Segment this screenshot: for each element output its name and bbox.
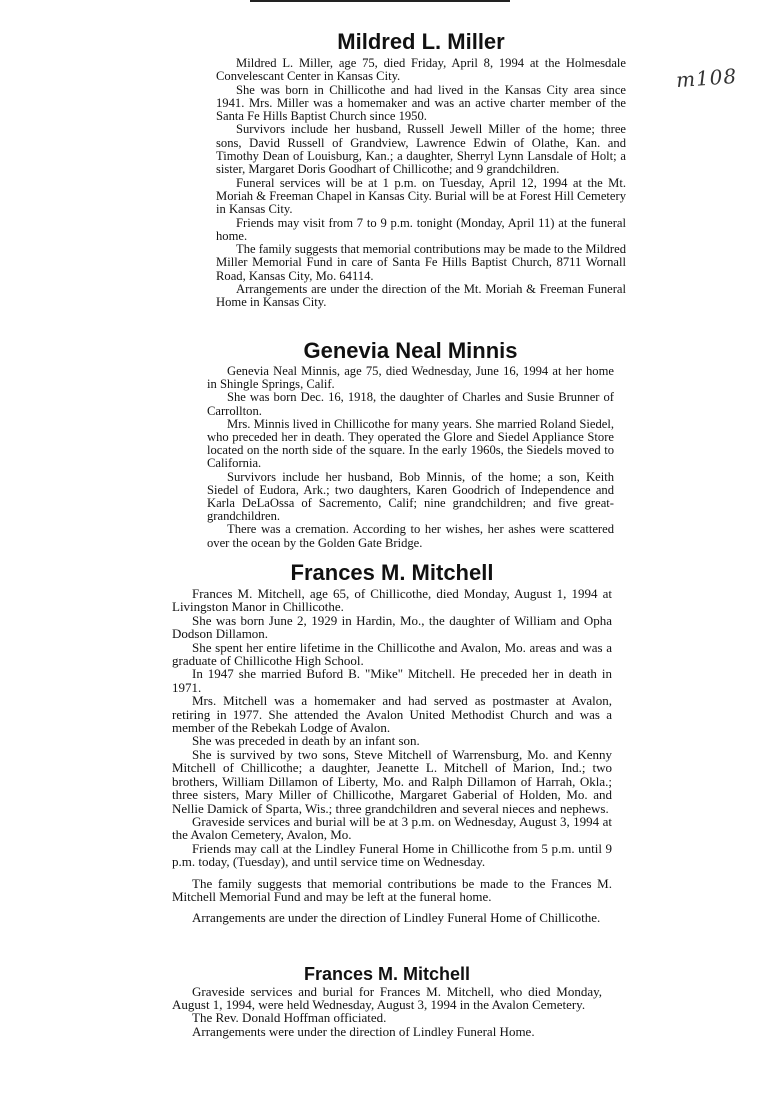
paragraph: She was born June 2, 1929 in Hardin, Mo., the daughter of William and Opha Dodson Dillamon.: [172, 612, 612, 642]
paragraph: The Rev. Donald Hoffman officiated.: [192, 1010, 387, 1026]
paragraph: Genevia Neal Minnis, age 75, died Wednesday, June 16, 1994 at her home in Shingle Springs, Calif.: [207, 364, 614, 392]
obituary-frances-mitchell-services: [172, 965, 602, 1038]
paragraph: Mrs. Mitchell was a homemaker and had served as postmaster at Avalon, retiring in 1977. She attended the Avalon United Methodist Church and was a member of the Rebekah Lodge of Avalon.: [172, 693, 612, 736]
paragraph: She is survived by two sons, Steve Mitchell of Warrensburg, Mo. and Kenny Mitchell of Chillicothe; a daughter, Jeanette L. Mitchell of Marion, Ind.; two brothers, William Dillamon of Liberty, Mo. and Ralph Dillamon of Harrah, Okla.; three sisters, Mary Miller of Chillicothe, Margaret Gaberial of Holden, Mo. and Nellie Damick of Sparta, Wis.; three grandchildren and several nieces and nephews.: [172, 746, 612, 816]
paragraph: Funeral services will be at 1 p.m. on Tuesday, April 12, 1994 at the Mt. Moriah & Freeman Chapel in Kansas City. Burial will be at Forest Hill Cemetery in Kansas City.: [216, 175, 626, 217]
paragraph: Graveside services and burial for Frances M. Mitchell, who died Monday, August 1, 1994, were held Wednesday, August 3, 1994 in the Avalon Cemetery.: [172, 984, 602, 1013]
obituary-title: Mildred L. Miller: [337, 29, 505, 54]
paragraph: Frances M. Mitchell, age 65, of Chillicothe, died Monday, August 1, 1994 at Livingston Manor in Chillicothe.: [172, 586, 612, 615]
obituary-title: Genevia Neal Minnis: [303, 338, 518, 363]
paragraph: Friends may visit from 7 to 9 p.m. tonight (Monday, April 11) at the funeral home.: [216, 215, 626, 243]
paragraph: In 1947 she married Buford B. "Mike" Mitchell. He preceded her in death in 1971.: [172, 666, 612, 695]
paragraph: The family suggests that memorial contributions may be made to the Mildred Miller Memorial Fund in care of Santa Fe Hills Baptist Church, 8711 Wornall Road, Kansas City, Mo. 64114.: [216, 242, 626, 283]
paragraph: Arrangements were under the direction of Lindley Funeral Home.: [192, 1023, 535, 1039]
obituary-title: Frances M. Mitchell: [290, 560, 494, 585]
paragraph: The family suggests that memorial contributions be made to the Frances M. Mitchell Memorial Fund and may be left at the funeral home.: [172, 875, 612, 904]
paragraph: She was born Dec. 16, 1918, the daughter of Charles and Susie Brunner of Carrollton.: [207, 390, 614, 418]
paragraph: There was a cremation. According to her wishes, her ashes were scattered over the ocean by the Golden Gate Bridge.: [207, 522, 614, 550]
handwritten-annotation: m108: [675, 63, 738, 93]
obituary-genevia-minnis: [207, 340, 614, 550]
paragraph: Graveside services and burial will be at 3 p.m. on Wednesday, August 3, 1994 at the Avalon Cemetery, Avalon, Mo.: [172, 813, 612, 843]
paragraph: Mildred L. Miller, age 75, died Friday, April 8, 1994 at the Holmesdale Convelescant Center in Kansas City.: [216, 56, 626, 84]
paragraph: She was preceded in death by an infant son.: [192, 733, 420, 749]
obituary-mildred-miller: [216, 31, 626, 310]
obituary-title: Frances M. Mitchell: [303, 964, 471, 984]
paragraph: Survivors include her husband, Bob Minnis, of the home; a son, Keith Siedel of Eudora, Ark.; two daughters, Karen Goodrich of Independence and Karla DeLaOssa of Sacremento, Calif; nine grandchildren; and five great-grandchildren.: [207, 469, 614, 524]
paragraph: Arrangements are under the direction of Lindley Funeral Home of Chillicothe.: [192, 910, 601, 926]
paragraph: She was born in Chillicothe and had lived in the Kansas City area since 1941. Mrs. Miller was a homemaker and was an active charter member of the Santa Fe Hills Baptist Church since 1950.: [216, 82, 626, 124]
paragraph: Survivors include her husband, Russell Jewell Miller of the home; three sons, David Russell of Grandview, Lawrence Edwin of Olathe, Kan. and Timothy Dean of Louisburg, Kan.; a daughter, Sherryl Lynn Lansdale of Holt; a sister, Margaret Doris Goodhart of Chillicothe; and 9 grandchildren.: [216, 122, 626, 177]
paragraph: Friends may call at the Lindley Funeral Home in Chillicothe from 5 p.m. until 9 p.m. today, (Tuesday), and until service time on Wednesday.: [172, 840, 612, 870]
paragraph: Mrs. Minnis lived in Chillicothe for many years. She married Roland Siedel, who preceded her in death. They operated the Glore and Siedel Appliance Store located on the north side of the square. In the early 1960s, the Siedels moved to California.: [207, 416, 614, 471]
scan-border-line: [250, 0, 510, 2]
obituary-frances-mitchell: [172, 562, 612, 925]
paragraph: Arrangements are under the direction of the Mt. Moriah & Freeman Funeral Home in Kansas City.: [216, 282, 626, 310]
paragraph: She spent her entire lifetime in the Chillicothe and Avalon, Mo. areas and was a graduate of Chillicothe High School.: [172, 639, 612, 669]
